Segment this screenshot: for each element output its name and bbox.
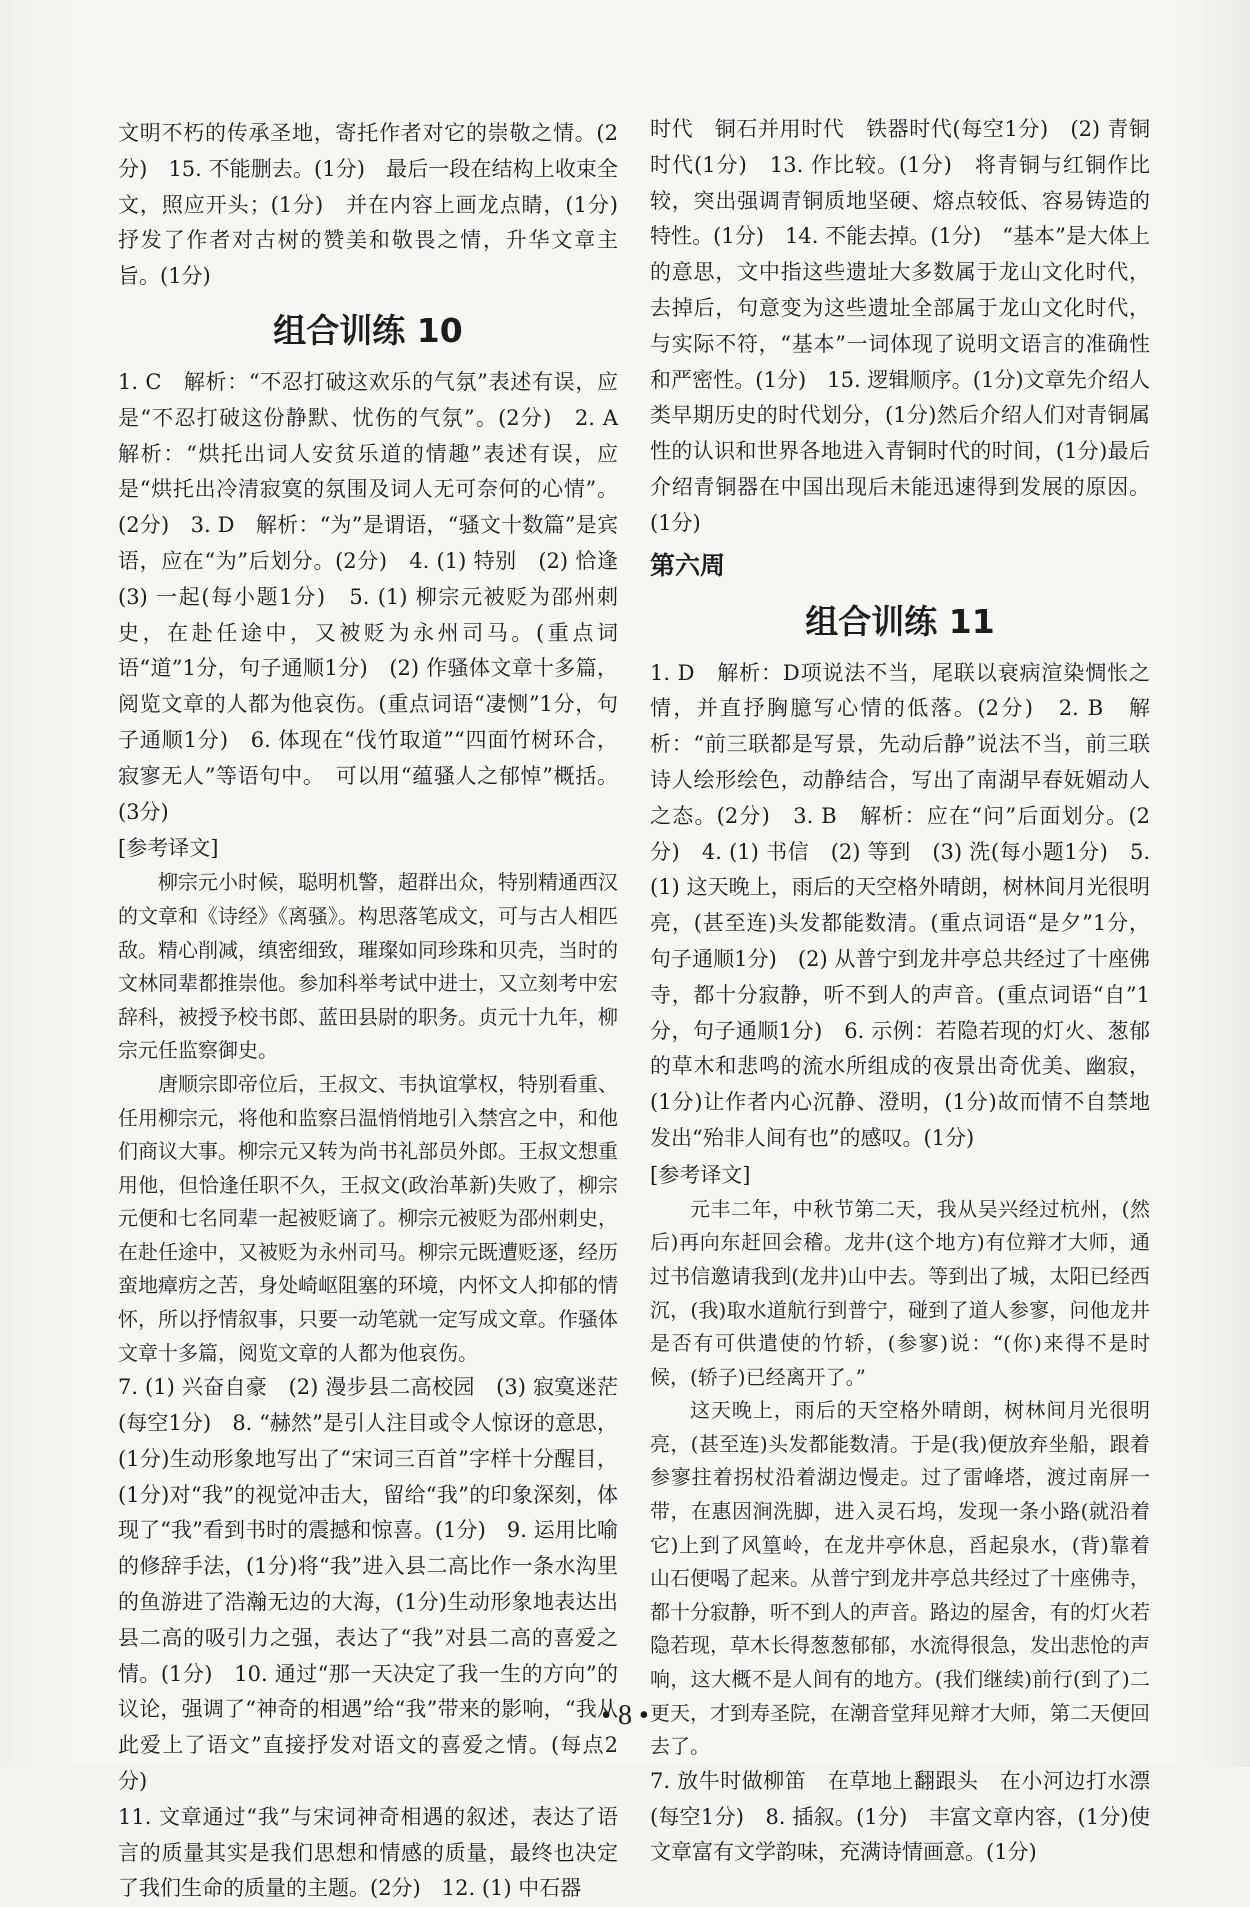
left-column [118, 116, 639, 1907]
answer-paragraph: 1. D 解析：D项说法不当，尾联以衰病渲染惆怅之情，并直抒胸臆写心情的低落。(2分) 2. B 解析：“前三联都是写景，先动后静”说法不当，前三联诗人绘形绘色，动静结合，写出了南湖早春妩媚动人之态。(2分) 3. B 解析：应在“问”后面划分。(2分) 4. (1) 书信 (2) 等到 (3) 洗(每小题1分) 5. (1) 这天晚上，雨后的天空格外晴朗，树林间月光很明亮，(甚至连)头发都能数清。(重点词语“是夕”1分，句子通顺1分) (2) 从普宁到龙井亭总共经过了十座佛寺，都十分寂静，听不到人的声音。(重点词语“自”1分，句子通顺1分) 6. 示例：若隐若现的灯火、葱郁的草木和悲鸣的流水所组成的夜景出奇优美、幽寂，(1分)让作者内心沉静、澄明，(1分)故而情不自禁地发出“殆非人间有也”的感叹。(1分) [650, 660, 1150, 1150]
reference-translation-label: [参考译文] [118, 836, 219, 861]
answer-paragraph: 7. 放牛时做柳笛 在草地上翻跟头 在小河边打水漂(每空1分) 8. 插叙。(1分) 丰富文章内容，(1分)使文章富有文学韵味，充满诗情画意。(1分) [650, 1768, 1150, 1865]
answer-paragraph: 11. 文章通过“我”与宋词神奇相遇的叙述，表达了语言的质量其实是我们思想和情感的质量，最终也决定了我们生命的质量的主题。(2分) 12. (1) 中石器 [118, 1804, 618, 1901]
right-column [650, 112, 1150, 1871]
answer-paragraph: 7. (1) 兴奋自豪 (2) 漫步县二高校园 (3) 寂寞迷茫(每空1分) 8. “赫然”是引人注目或令人惊讶的意思，(1分)生动形象地写出了“宋词三百首”字样十分醒目，(1分)对“我”的视觉冲击大，留给“我”的印象深刻，体现了“我”看到书时的震撼和惊喜。(1分) 9. 运用比喻的修辞手法，(1分)将“我”进入县二高比作一条水沟里的鱼游进了浩瀚无边的大海，(1分)生动形象地表达出县二高的吸引力之强，表达了“我”对县二高的喜爱之情。(1分) 10. 通过“那一天决定了我一生的方向”的议论，强调了“神奇的相遇”给“我”带来的影响，“我从此爱上了语文”直接抒发对语文的喜爱之情。(每点2分) [118, 1375, 618, 1794]
reference-translation-label: [参考译文] [650, 1162, 751, 1187]
translation-paragraph: 唐顺宗即帝位后，王叔文、韦执谊掌权，特别看重、任用柳宗元，将他和监察吕温悄悄地引入禁宫之中，和他们商议大事。柳宗元又转为尚书礼部员外郎。王叔文想重用他，但恰逢任职不久，王叔文(政治革新)失败了，柳宗元便和七名同辈一起被贬谪了。柳宗元被贬为邵州刺史，在赴任途中，又被贬为永州司马。柳宗元既遭贬逐，经历蛮地瘴疠之苦，身处崎岖阻塞的环境，内怀文人抑郁的情怀，所以抒情叙事，只要一动笔就一定写成文章。作骚体文章十多篇，阅览文章的人都为他哀伤。 [118, 1071, 618, 1365]
answer-paragraph: 文明不朽的传承圣地，寄托作者对它的崇敬之情。(2分) 15. 不能删去。(1分) 最后一段在结构上收束全文，照应开头；(1分) 并在内容上画龙点睛，(1分)抒发了作者对古树的赞美和敬畏之情，升华文章主旨。(1分) [118, 121, 618, 289]
answer-paragraph: 时代 铜石并用时代 铁器时代(每空1分) (2) 青铜时代(1分) 13. 作比较。(1分) 将青铜与红铜作比较，突出强调青铜质地坚硬、熔点较低、容易铸造的特性。(1分) 14. 不能去掉。(1分) “基本”是大体上的意思，文中指这些遗址大多数属于龙山文化时代，去掉后，句意变为这些遗址全部属于龙山文化时代，与实际不符，“基本”一词体现了说明文语言的准确性和严密性。(1分) 15. 逻辑顺序。(1分)文章先介绍人类早期历史的时代划分，(1分)然后介绍人们对青铜属性的认识和世界各地进入青铜时代的时间，(1分)最后介绍青铜器在中国出现后未能迅速得到发展的原因。(1分) [650, 117, 1150, 535]
answer-paragraph: 1. C 解析：“不忍打破这欢乐的气氛”表述有误，应是“不忍打破这份静默、忧伤的气氛”。(2分) 2. A 解析：“烘托出词人安贫乐道的情趣”表述有误，应是“烘托出冷清寂寞的氛围及词人无可奈何的心情”。(2分) 3. D 解析：“为”是谓语，“骚文十数篇”是宾语，应在“为”后划分。(2分) 4. (1) 特别 (2) 恰逢 (3) 一起(每小题1分) 5. (1) 柳宗元被贬为邵州刺史，在赴任途中，又被贬为永州司马。(重点词语“道”1分，句子通顺1分) (2) 作骚体文章十多篇，阅览文章的人都为他哀伤。(重点词语“凄恻”1分，句子通顺1分) 6. 体现在“伐竹取道”“四面竹树环合，寂寥无人”等语句中。 可以用“蕴骚人之郁悼”概括。(3分) [118, 369, 639, 824]
section-title-10: 组合训练 10 [273, 310, 463, 350]
page-number: • 8 • [601, 1700, 649, 1731]
translation-paragraph: 元丰二年，中秋节第二天，我从吴兴经过杭州，(然后)再向东赶回会稽。龙井(这个地方)有位辩才大师，通过书信邀请我到(龙井)山中去。等到出了城，太阳已经西沉，(我)取水道航行到普宁，碰到了道人参寥，问他龙井是否有可供遣使的竹轿，(参寥)说：“(你)来得不是时候，(轿子)已经离开了。” [650, 1196, 1150, 1389]
translation-paragraph: 柳宗元小时候，聪明机警，超群出众，特别精通西汉的文章和《诗经》《离骚》。构思落笔成文，可与古人相匹敌。精心削减，缜密细致，璀璨如同珍珠和贝壳，当时的文林同辈都推崇他。参加科举考试中进士，又立刻考中宏辞科，被授予校书郎、蓝田县尉的职务。贞元十九年，柳宗元任监察御史。 [118, 870, 618, 1063]
section-title-11: 组合训练 11 [805, 601, 995, 641]
week-title: 第六周 [650, 550, 726, 580]
translation-paragraph: 这天晚上，雨后的天空格外晴朗，树林间月光很明亮，(甚至连)头发都能数清。于是(我)便放弃坐船，跟着参寥拄着拐杖沿着湖边慢走。过了雷峰塔，渡过南屏一带，在惠因涧洗脚，进入灵石坞，发现一条小路(就沿着它)上到了风篁岭，在龙井亭休息，舀起泉水，(背)靠着山石便喝了起来。从普宁到龙井亭总共经过了十座佛寺，都十分寂静，听不到人的声音。路边的屋舍，有的灯火若隐若现，草木长得葱葱郁郁，水流得很急，发出悲怆的声响，这大概不是人间有的地方。(我们继续)前行(到了)二更天，才到寿圣院，在潮音堂拜见辩才大师，第二天便回去了。 [650, 1398, 1150, 1759]
